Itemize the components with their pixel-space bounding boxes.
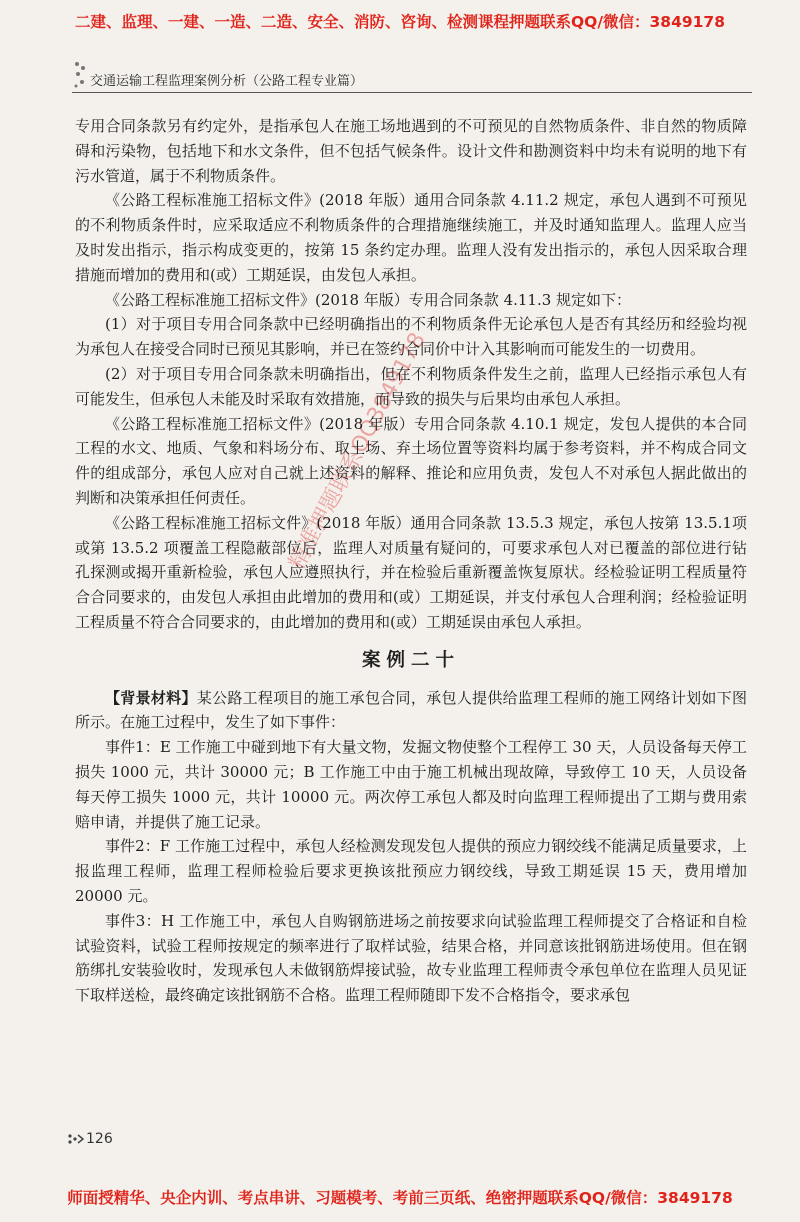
top-ad-banner: 二建、监理、一建、一造、二造、安全、消防、咨询、检测课程押题联系QQ/微信：3849178 [74,13,725,31]
header-rule [72,92,752,93]
event-paragraph: 事件1：E 工作施工中碰到地下有大量文物，发掘文物使整个工程停工 30 天，人员设备每天停工损失 1000 元，共计 30000 元；B 工作施工中由于施工机械出现故障，导致停工 10 天，人员设备每天停工损失 1000 元，共计 10000 元。两次停工承包人都及时向监理工程师提出了工期与费用索赔申请，并提供了施工记录。 [75,738,747,831]
background-label: 【背景材料】 [105,688,197,707]
page-body [75,114,747,1008]
paragraph: 《公路工程标准施工招标文件》(2018 年版）通用合同条款 13.5.3 规定，承包人按第 13.5.1项或第 13.5.2 项覆盖工程隐蔽部位后，监理人对质量有疑问的，可要求承包人对已覆盖的部位进行钻孔探测或揭开重新检验，承包人应遵照执行，并在检验后重新覆盖恢复原状。经检验证明工程质量符合合同要求的，由发包人承担由此增加的费用和(或）工期延误，并支付承包人合理利润；经检验证明工程质量不符合合同要求的，由此增加的费用和(或）工期延误由承包人承担。 [75,513,747,631]
event-paragraph: 事件3：H 工作施工中，承包人自购钢筋进场之前按要求向试验监理工程师提交了合格证和自检试验资料，试验工程师按规定的频率进行了取样试验，结果合格，并同意该批钢筋进场使用。但在钢筋绑扎安装验收时，发现承包人未做钢筋焊接试验，故专业监理工程师责令承包单位在监理人员见证下取样送检，最终确定该批钢筋不合格。监理工程师随即下发不合格指令，要求承包 [75,911,747,1005]
background-paragraph [75,686,747,736]
paragraph: 《公路工程标准施工招标文件》(2018 年版）通用合同条款 4.11.2 规定，承包人遇到不可预见的不利物质条件时，应采取适应不利物质条件的合理措施继续施工，并及时通知监理人。监理人应当及时发出指示，指示构成变更的，按第 15 条约定办理。监理人没有发出指示的，承包人因采取合理措施而增加的费用和(或）工期延误，由发包人承担。 [75,191,747,284]
publisher-logo-icon [72,56,88,90]
paragraph: (2）对于项目专用合同条款未明确指出，但在不利物质条件发生之前，监理人已经指示承包人有可能发生，但承包人未能及时采取有效措施，而导致的损失与后果均由承包人承担。 [75,364,747,408]
running-head [72,52,752,104]
page-number [66,1131,113,1147]
paragraph: 《公路工程标准施工招标文件》(2018 年版）专用合同条款 4.11.3 规定如下： [105,290,632,309]
bottom-ad-banner: 师面授精华、央企内训、考点串讲、习题模考、考前三页纸、绝密押题联系QQ/微信：3849178 [67,1189,733,1207]
event-paragraph: 事件2：F 工作施工过程中，承包人经检测发现发包人提供的预应力钢绞线不能满足质量要求，上报监理工程师，监理工程师检验后要求更换该批预应力钢绞线，导致工期延误 15 天，费用增加 20000 元。 [75,837,747,905]
paragraph: (1）对于项目专用合同条款中已经明确指出的不利物质条件无论承包人是否有其经历和经验均视为承包人在接受合同时已预见其影响，并已在签约合同价中计入其影响而可能发生的一切费用。 [75,315,747,359]
case-title: 案例二十 [361,649,460,671]
book-title: 交通运输工程监理案例分析（公路工程专业篇） [90,74,364,89]
page-number-ornament-icon [66,1132,84,1146]
paragraph: 专用合同条款另有约定外，是指承包人在施工场地遇到的不可预见的自然物质条件、非自然的物质障碍和污染物，包括地下和水文条件，但不包括气候条件。设计文件和勘测资料中均未有说明的地下有污水管道，属于不利物质条件。 [75,117,747,185]
page-number-text: 126 [86,1131,113,1147]
watermark: 精准押题联系QQ3849178 [284,328,431,575]
paragraph: 《公路工程标准施工招标文件》(2018 年版）专用合同条款 4.10.1 规定，发包人提供的本合同工程的水文、地质、气象和料场分布、取土场、弃土场位置等资料均属于参考资料，并不构成合同文件的组成部分，承包人应对自己就上述资料的解释、推论和应用负责，发包人不对承包人据此做出的判断和决策承担任何责任。 [75,414,747,507]
background-text: 某公路工程项目的施工承包合同，承包人提供给监理工程师的施工网络计划如下图所示。在施工过程中，发生了如下事件： [75,688,747,732]
